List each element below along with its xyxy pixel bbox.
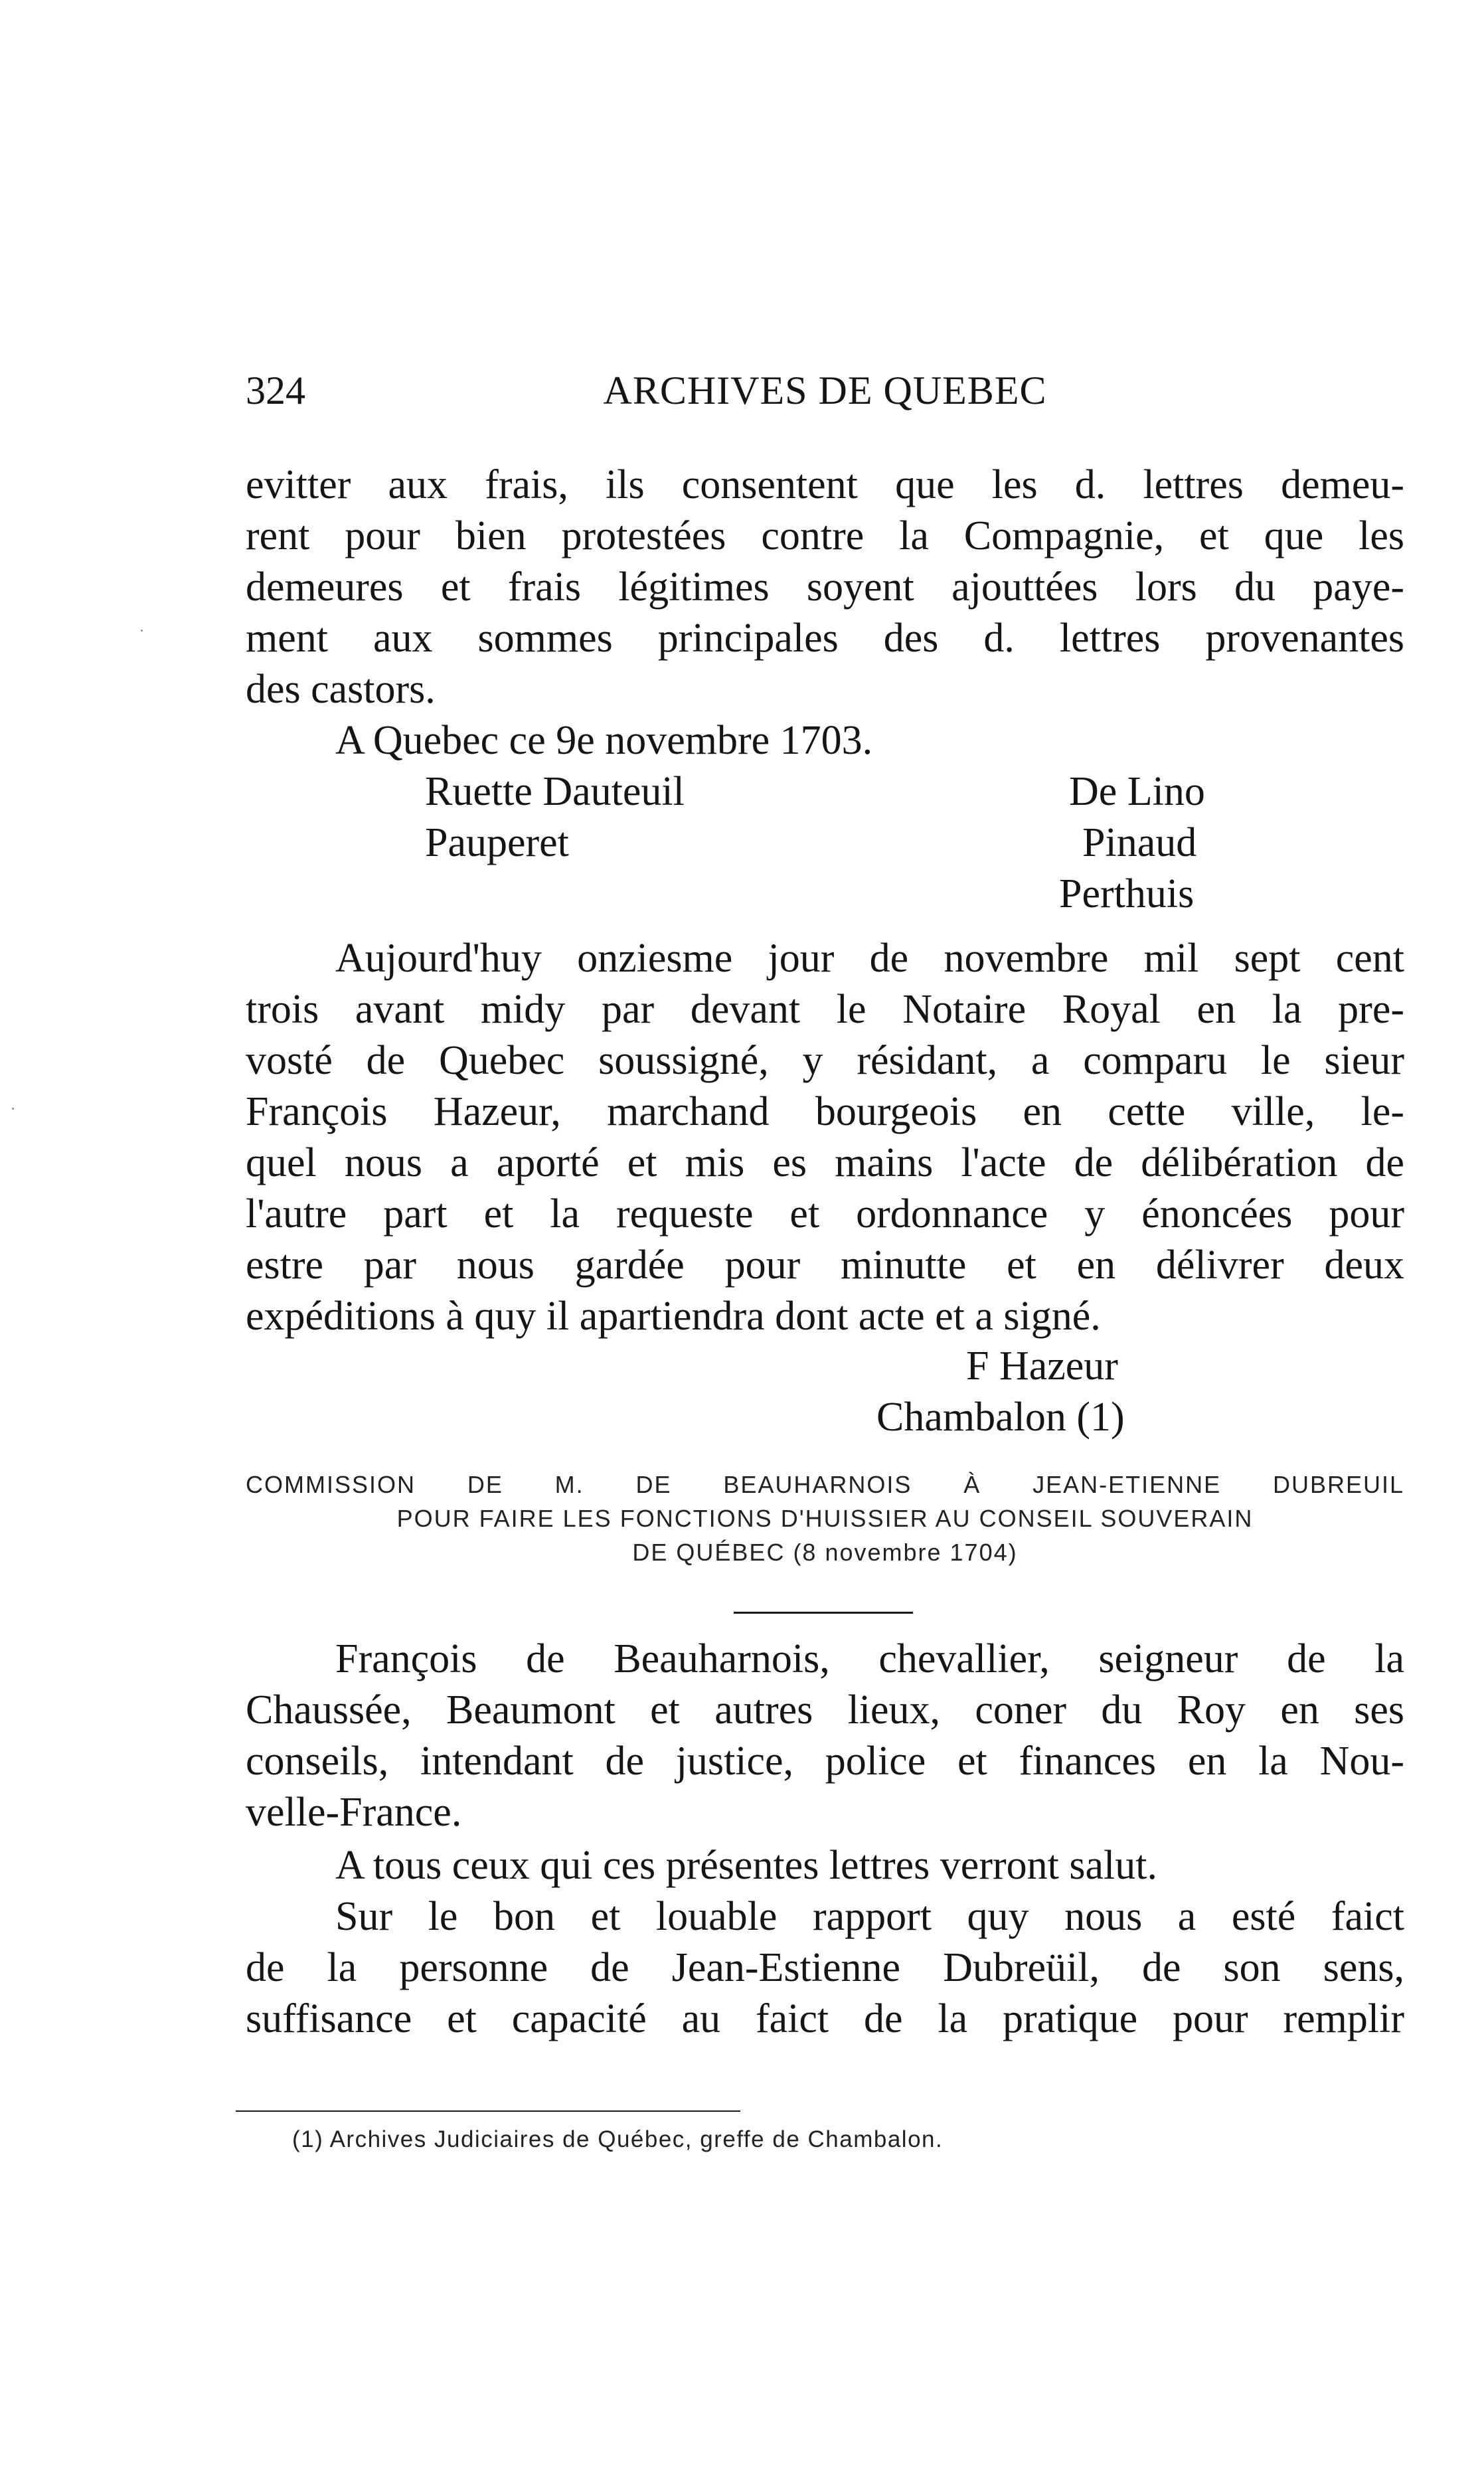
signature-hazeur: F Hazeur: [966, 1343, 1118, 1389]
text-line: Aujourd'huy onziesme jour de novembre mil sept cent: [335, 936, 1404, 981]
text-line: des castors.: [246, 667, 436, 712]
text-line: velle-France.: [246, 1790, 462, 1835]
signature-right-2: Pinaud: [1082, 820, 1197, 865]
footnote: (1) Archives Judiciaires de Québec, greffe de Chambalon.: [292, 2126, 944, 2152]
text-line: ment aux sommes principales des d. lettres provenantes: [246, 616, 1404, 661]
heading-line: COMMISSION DE M. DE BEAUHARNOIS À JEAN-ETIENNE DUBREUIL: [246, 1471, 1404, 1498]
signature-left-1: Ruette Dauteuil: [425, 769, 685, 814]
scan-speck: [141, 630, 143, 632]
page-header: [246, 364, 1404, 417]
text-line: François Hazeur, marchand bourgeois en cette ville, le-: [246, 1089, 1404, 1134]
text-line: evitter aux frais, ils consentent que les d. lettres demeu-: [246, 462, 1404, 507]
heading-line: POUR FAIRE LES FONCTIONS D'HUISSIER AU CONSEIL SOUVERAIN: [396, 1505, 1254, 1532]
text-line: trois avant midy par devant le Notaire Royal en la pre-: [246, 987, 1404, 1032]
text-line: Chaussée, Beaumont et autres lieux, coner du Roy en ses: [246, 1687, 1404, 1733]
notarial-paragraph: [246, 933, 1404, 1342]
text-line: Sur le bon et louable rapport quy nous a esté faict: [335, 1894, 1404, 1939]
salutation-paragraph: A tous ceux qui ces présentes lettres verront salut.: [335, 1843, 1157, 1888]
footnote-rule: [236, 2110, 740, 2112]
text-line: vosté de Quebec soussigné, y résidant, a comparu le sieur: [246, 1038, 1404, 1083]
paragraph-continuation: [246, 460, 1404, 715]
dateline: A Quebec ce 9e novembre 1703.: [335, 718, 873, 763]
signature-right-1: De Lino: [1069, 769, 1205, 814]
text-line: estre par nous gardée pour minutte et en délivrer deux: [246, 1242, 1404, 1288]
heading-line: DE QUÉBEC (8 novembre 1704): [632, 1539, 1018, 1566]
page-number: 324: [246, 369, 305, 412]
text-line: suffisance et capacité au faict de la pratique pour remplir: [246, 1996, 1404, 2041]
text-line: François de Beauharnois, chevallier, seigneur de la: [335, 1636, 1404, 1681]
signature-left-2: Pauperet: [425, 820, 569, 865]
text-line: de la personne de Jean-Estienne Dubreüil, de son sens,: [246, 1945, 1404, 1990]
text-line: rent pour bien protestées contre la Compagnie, et que les: [246, 513, 1404, 558]
text-line: demeures et frais légitimes soyent ajouttées lors du paye-: [246, 564, 1404, 610]
signature-chambalon: Chambalon (1): [876, 1395, 1125, 1440]
commission-paragraph: [246, 1634, 1404, 1838]
text-line: l'autre part et la requeste et ordonnance y énoncées pour: [246, 1191, 1404, 1237]
text-line: expéditions à quy il apartiendra dont acte et a signé.: [246, 1294, 1101, 1339]
scan-speck: [12, 1108, 14, 1110]
text-line: conseils, intendant de justice, police et finances en la Nou-: [246, 1739, 1404, 1784]
rapport-paragraph: [246, 1891, 1404, 2045]
section-divider: [734, 1612, 913, 1614]
text-line: quel nous a aporté et mis es mains l'acte de délibération de: [246, 1140, 1404, 1185]
running-title: ARCHIVES DE QUEBEC: [603, 369, 1047, 412]
signature-right-3: Perthuis: [1059, 871, 1195, 916]
section-heading: [246, 1468, 1404, 1569]
